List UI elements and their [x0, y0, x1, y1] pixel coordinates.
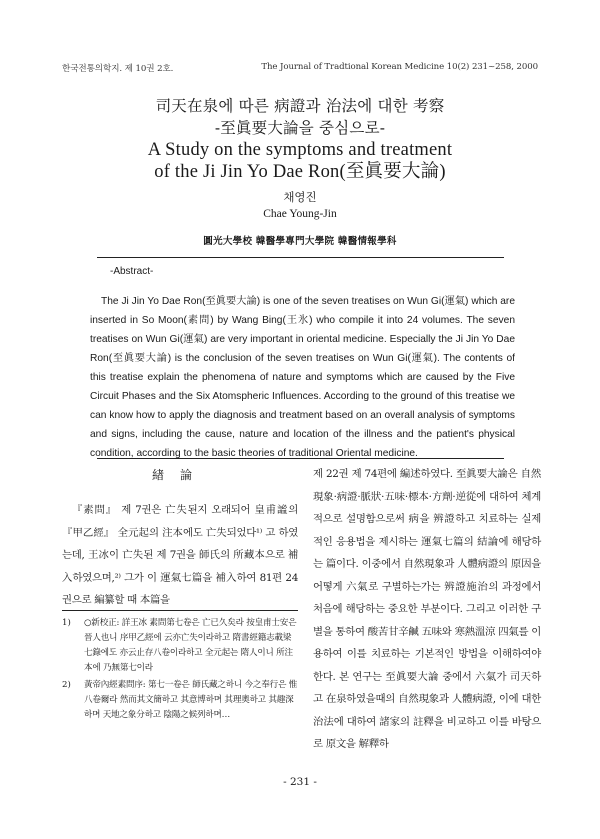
abstract-top-rule — [97, 257, 504, 258]
body-column-left — [62, 463, 298, 612]
abstract-label: -Abstract- — [110, 266, 154, 277]
title-english-line-2: of the Ji Jin Yo Dae Ron(至眞要大論) — [154, 162, 446, 182]
title-english-line-1: A Study on the symptoms and treatment — [147, 140, 453, 160]
footnote-item — [62, 678, 298, 723]
abstract-text: The Ji Jin Yo Dae Ron(至眞要大論) is one of the seven treatises on Wun Gi(運氣) which are inserted in So Moon(素問) by Wang Bing(王氷) who compile it into 24 volumes. The seven treatises on Wun Gi(運氣) are very important in oriental medicine. Especially the Ji Jin Yo Dae Ron(至眞要大論) is the conclusion of the seven treatises on Wun Gi(運氣). The contents of this treatise explain the phenomena of nature and symptoms which are caused by the Five Circuit Phases and the Six Atomspheric Influences. According to the ground of this treatise we can know how to apply the diagnosis and treatment based on an overall analysis of symptoms and signs, including the cause, nature and location of the illness and the patient's physical condition, according to the basic theories of traditional Oriental medicine. — [90, 296, 515, 459]
paper-title — [0, 95, 600, 183]
footnote-item — [62, 616, 298, 676]
running-head-journal-ko: 한국전통의학지. 제 10권 2호. — [62, 64, 174, 74]
author-name-english: Chae Young-Jin — [263, 208, 337, 220]
abstract-bottom-rule — [97, 458, 504, 459]
page-number: - 231 - — [283, 776, 317, 788]
body-column-right — [313, 463, 541, 756]
footnote-number: 2) — [62, 680, 71, 690]
body-paragraph-left: 『素問』 제 7권은 亡失된지 오래되어 皇甫謐의 『甲乙經』 全元起의 注本에도 亡失되었다¹⁾ 고 하였는데, 王冰이 亡失된 제 7권을 師氏의 所藏本으로 補入하였으며,²⁾ 그가 이 運氣七篇을 補入하여 81편 24권으로 編纂할 때 本篇을 — [62, 504, 298, 606]
body-paragraph-right: 제 22권 제 74편에 編述하였다. 至眞要大論은 自然現象·病證·脈狀·五味·標本·方劑·逆從에 대하여 체계적으로 설명함으로써 病을 辨證하고 치료하는 실제적인 응용법을 제시하는 運氣七篇의 結論에 해당하는 篇이다. 이중에서 自然現象과 人體病證의 原因을 어떻게 六氣로 구별하는가는 辨證施治의 과정에서 처음에 해당하는 중요한 부분이다. 그리고 이러한 구별을 통하여 酸苦甘辛鹹 五味와 寒熱溫涼 四氣를 이용하여 이를 치료하는 기본적인 방법을 이해하여야 한다. 본 연구는 至眞要大論 중에서 六氣가 司天하고 在泉하였을때의 自然現象과 人體病證, 이에 대한 治法에 대하여 諸家의 註釋을 비교하고 이를 바탕으로 原文을 解釋하 — [313, 468, 541, 750]
running-head-journal-en: The Journal of Tradtional Korean Medicine 10(2) 231~258, 2000 — [261, 62, 538, 72]
title-korean-line-1: 司天在泉에 따른 病證과 治法에 대한 考察 — [155, 97, 445, 115]
footnote-rule — [62, 610, 298, 611]
title-korean-line-2: -至眞要大論을 중심으로- — [214, 119, 386, 137]
author-name-korean: 채영진 — [283, 190, 317, 204]
section-heading-introduction: 緖論 — [151, 468, 208, 482]
footnotes — [62, 616, 298, 725]
author-affiliation: 圓光大學校 韓醫學專門大學院 韓醫情報學科 — [203, 236, 397, 247]
footnote-number: 1) — [62, 618, 71, 628]
footnote-text: 黃帝內經素問序: 第七一卷은 師氏藏之하니 今之奉行은 惟八卷爾라 然而其文簡하고 其意博하며 其理奧하고 其趣深하며 天地之象分하고 陰陽之候列하며… — [84, 680, 298, 720]
footnote-text: ○新校正: 詳王冰 素問第七卷은 亡已久矣라 按皇甫士安은 晉人也니 序甲乙經에 云亦亡失이라하고 隋書經籍志載梁七錄에도 亦云止存八卷이라하고 全元起는 隋人이니 所注本에 乃無第七이라 — [84, 618, 297, 673]
